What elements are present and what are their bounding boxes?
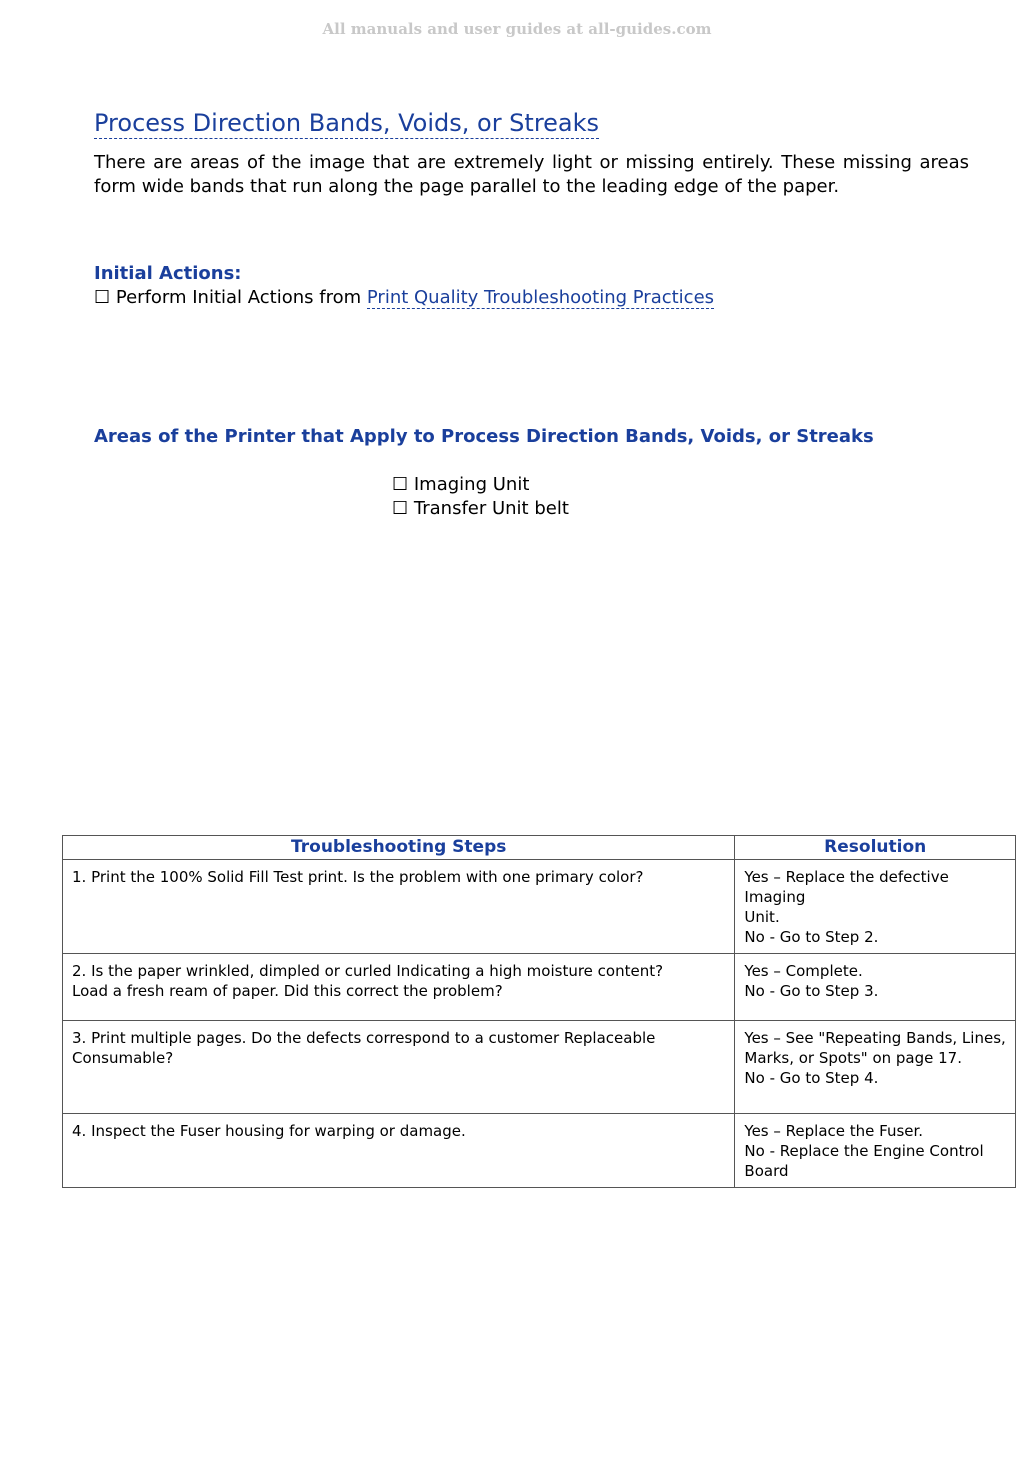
resolution-cell <box>735 860 1016 954</box>
table-row <box>63 954 1016 1021</box>
resolution-cell <box>735 954 1016 1021</box>
table-header-row <box>63 836 1016 860</box>
page-title[interactable]: Process Direction Bands, Voids, or Streaks <box>94 109 600 137</box>
print-quality-practices-link[interactable]: Print Quality Troubleshooting Practices <box>366 287 715 308</box>
resolution-text: Yes – See "Repeating Bands, Lines, Marks, or Spots" on page 17. <box>744 1029 1006 1067</box>
initial-actions-heading: Initial Actions: <box>94 263 242 284</box>
resolution-text: Yes – Replace the defective Imaging <box>744 868 949 906</box>
area-item-label: Transfer Unit belt <box>413 498 569 519</box>
step-text: 2. Is the paper wrinkled, dimpled or curled Indicating a high moisture content? <box>72 962 664 980</box>
column-header-resolution: Resolution <box>735 836 1016 860</box>
table-row <box>63 1021 1016 1114</box>
area-item <box>392 497 569 521</box>
step-text: 3. Print multiple pages. Do the defects correspond to a customer Replaceable Consumable? <box>72 1029 656 1067</box>
checkbox-icon: ☐ <box>94 287 111 308</box>
resolution-text: Yes – Replace the Fuser. <box>744 1122 924 1140</box>
area-item <box>392 473 569 497</box>
initial-action-text: Perform Initial Actions from <box>115 287 362 308</box>
column-header-steps: Troubleshooting Steps <box>63 836 735 860</box>
checkbox-icon: ☐ <box>392 474 409 495</box>
areas-heading: Areas of the Printer that Apply to Process Direction Bands, Voids, or Streaks <box>94 426 874 447</box>
watermark: All manuals and user guides at all-guides.com <box>322 20 712 38</box>
resolution-cell <box>735 1114 1016 1188</box>
step-text: Load a fresh ream of paper. Did this correct the problem? <box>72 982 503 1000</box>
area-item-label: Imaging Unit <box>413 474 530 495</box>
step-cell <box>63 1021 735 1114</box>
resolution-text: No - Go to Step 3. <box>744 982 879 1000</box>
resolution-cell <box>735 1021 1016 1114</box>
step-cell <box>63 1114 735 1188</box>
intro-paragraph: There are areas of the image that are extremely light or missing entirely. These missing areas form wide bands that run along the page parallel to the leading edge of the paper. <box>94 152 969 197</box>
step-cell <box>63 954 735 1021</box>
table-row <box>63 1114 1016 1188</box>
step-text: 4. Inspect the Fuser housing for warping or damage. <box>72 1122 466 1140</box>
troubleshooting-table <box>62 835 1016 1188</box>
areas-list <box>392 473 569 521</box>
resolution-text: No - Replace the Engine Control Board <box>744 1142 984 1180</box>
resolution-text: No - Go to Step 2. <box>744 928 879 946</box>
step-cell <box>63 860 735 954</box>
resolution-text: No - Go to Step 4. <box>744 1069 879 1087</box>
initial-action-item <box>94 286 714 310</box>
step-text: 1. Print the 100% Solid Fill Test print. Is the problem with one primary color? <box>72 868 644 886</box>
resolution-text: Unit. <box>744 908 780 926</box>
table-row <box>63 860 1016 954</box>
resolution-text: Yes – Complete. <box>744 962 863 980</box>
checkbox-icon: ☐ <box>392 498 409 519</box>
